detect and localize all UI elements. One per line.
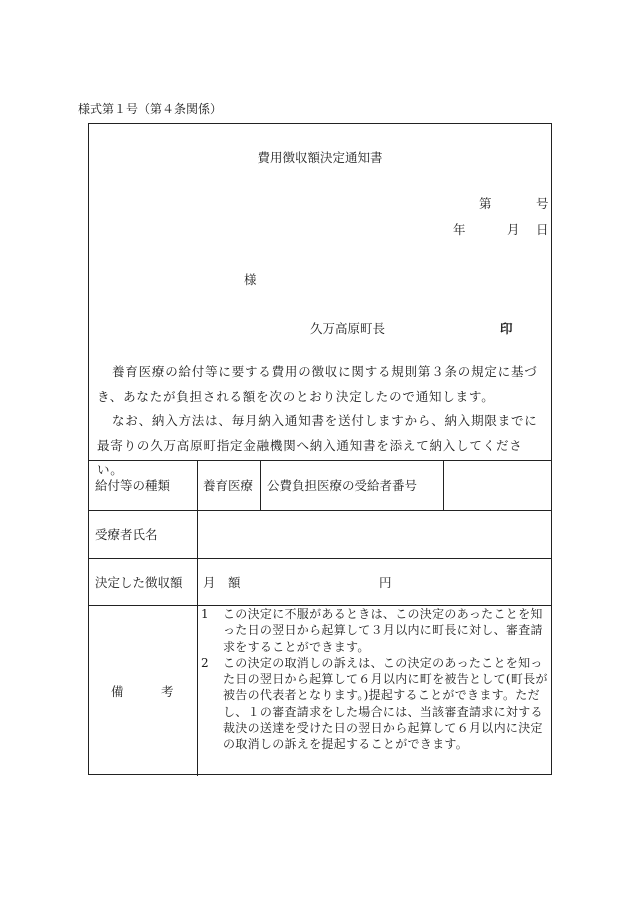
remarks-item-number: 1 [201,607,209,621]
remarks-item-text: この決定の取消しの訴えは、この決定のあったことを知った日の翌日から起算して６月以内に町を被告として(町長が被告の代表者となります。)提起することができます。ただし、１の審査請求をした場合には、当該審査請求に対する裁決の送達を受けた日の翌日から起算して６月以内に決定の取消しの訴えを提起することができます。 [223,655,548,752]
form-number-label: 様式第１号（第４条関係） [78,102,223,116]
date-year-label: 年 [453,222,466,237]
seal-mark: 印 [500,321,513,336]
document-number-suffix: 号 [536,196,549,211]
table-column-divider [260,460,261,510]
notice-paragraph-1: 養育医療の給付等に要する費用の徴収に関する規則第３条の規定に基づき、あなたが負担される額を次のとおり決定したので通知します。 [97,364,538,404]
table-column-divider [443,460,444,510]
remarks-item [201,606,549,655]
notice-form-frame [88,123,552,775]
patient-name-field[interactable] [203,510,543,558]
remarks-list [201,606,549,753]
amount-unit: 円 [379,574,392,590]
date-day-label: 日 [536,222,549,237]
table-column-divider [197,460,198,776]
notice-paragraph-2: なお、納入方法は、毎月納入通知書を送付しますから、納入期限までに最寄りの久万高原町指定金融機関へ納入通知書を添えて納入してください。 [97,413,538,477]
recipient-number-field[interactable] [449,460,545,510]
remarks-item-number: 2 [201,655,209,670]
remarks-label: 備 考 [111,683,174,699]
recipient-number-label: 公費負担医療の受給者番号 [267,478,418,493]
benefit-type-value: 養育医療 [203,478,254,493]
remarks-item [201,655,549,753]
benefit-type-label: 給付等の種類 [95,478,171,493]
date-month-label: 月 [507,222,520,237]
monthly-amount-label: 月 額 [203,574,241,590]
addressee-suffix: 様 [244,272,257,287]
document-title: 費用徴収額決定通知書 [257,150,383,165]
issuer-name: 久万高原町長 [310,321,386,336]
collection-amount-label: 決定した徴収額 [95,574,183,590]
remarks-item-text: この決定に不服があるときは、この決定のあったことを知った日の翌日から起算して３月以内に町長に対し、審査請求をすることができます。 [223,607,543,654]
document-number-prefix: 第 [479,196,492,211]
patient-name-label: 受療者氏名 [95,527,158,542]
